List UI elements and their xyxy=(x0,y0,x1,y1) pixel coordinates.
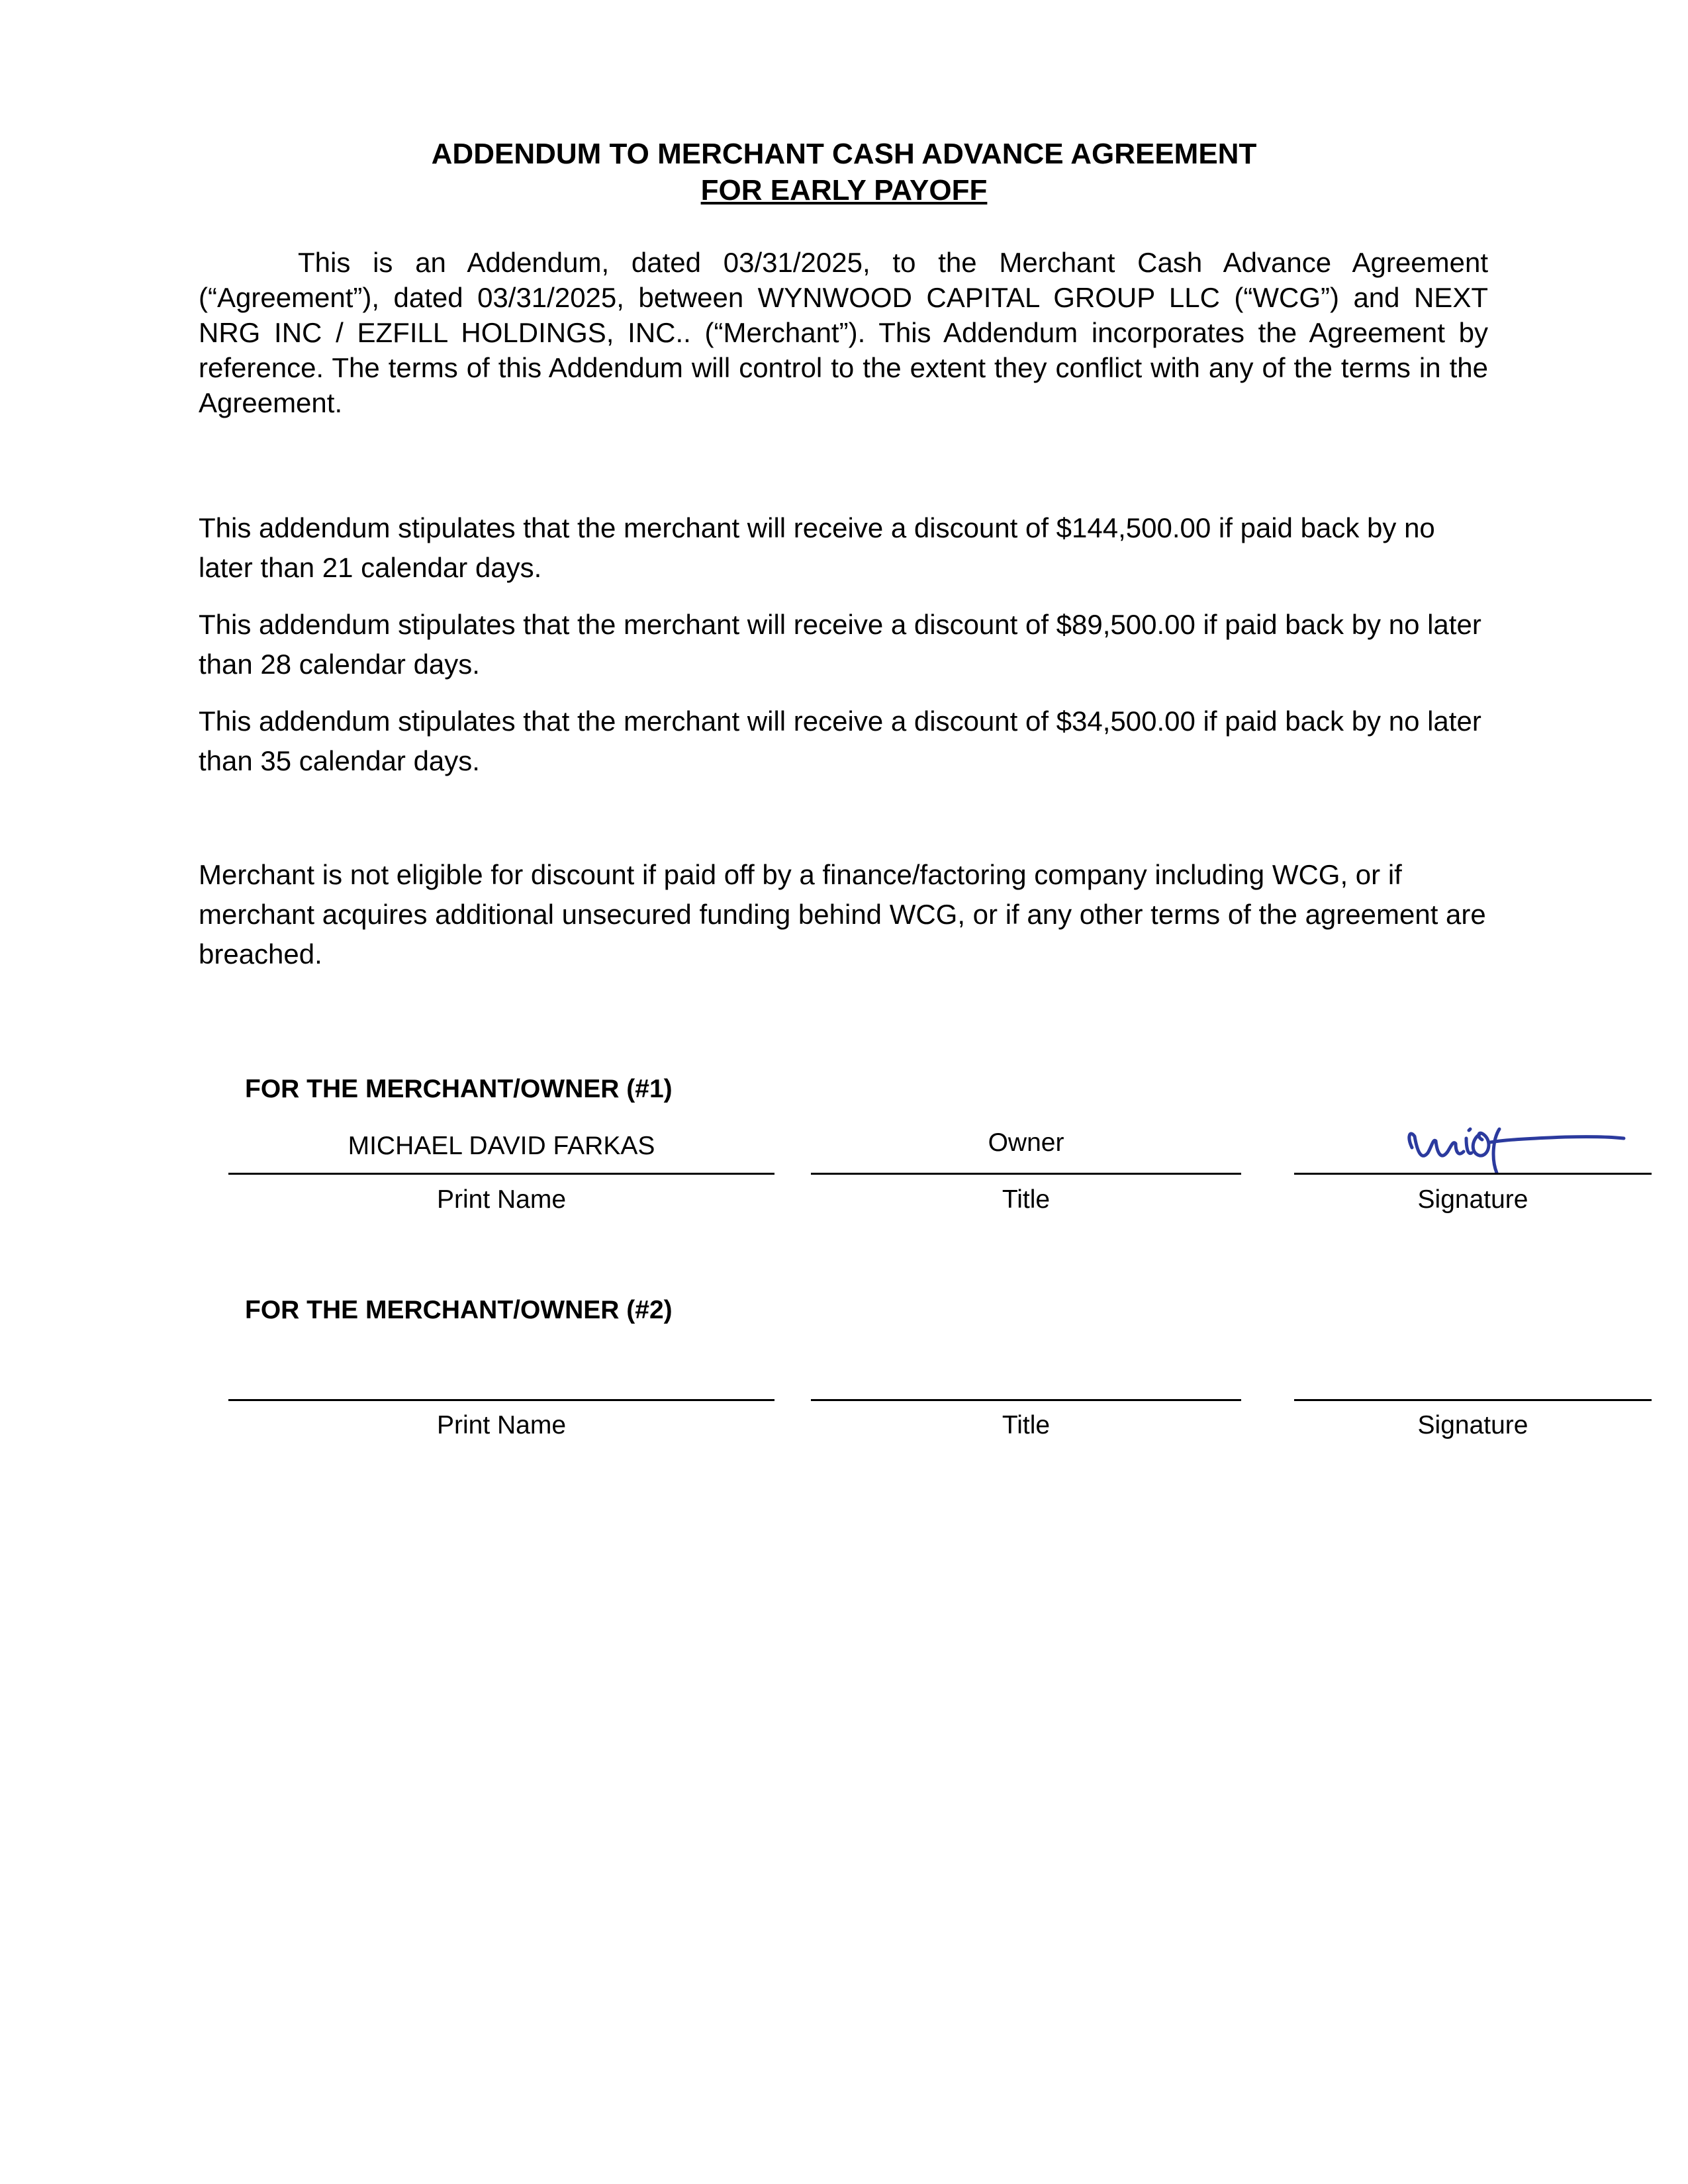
owner2-heading: FOR THE MERCHANT/OWNER (#2) xyxy=(245,1296,673,1324)
owner1-print-name-line xyxy=(228,1173,774,1175)
document-title: ADDENDUM TO MERCHANT CASH ADVANCE AGREEMENT xyxy=(431,138,1257,170)
intro-paragraph: This is an Addendum, dated 03/31/2025, to the Merchant Cash Advance Agreement (“Agreement”), dated 03/31/2025, between WYNWOOD CAPITAL GROUP LLC (“WCG”) and NEXT NRG INC / EZFILL HOLDINGS, INC.. (“Merchant”). This Addendum incorporates the Agreement by reference. The terms of this Addendum will control to the extent they conflict with any of the terms in the Agreement. xyxy=(199,247,1488,418)
owner2-print-name-line xyxy=(228,1399,774,1401)
eligibility-clause: Merchant is not eligible for discount if paid off by a finance/factoring company including WCG, or if merchant acquires additional unsecured funding behind WCG, or if any other terms of the agreement are breached. xyxy=(199,859,1486,970)
owner1-signature-label: Signature xyxy=(1417,1185,1528,1214)
handwritten-signature-graphic xyxy=(1400,1100,1638,1179)
owner1-title-line xyxy=(811,1173,1241,1175)
owner1-title-label: Title xyxy=(1002,1185,1051,1214)
owner2-title-label: Title xyxy=(1002,1411,1051,1439)
owner2-signature-line xyxy=(1294,1399,1652,1401)
owner1-print-name-label: Print Name xyxy=(436,1185,567,1214)
document-subtitle: FOR EARLY PAYOFF xyxy=(700,174,988,206)
owner2-title-line xyxy=(811,1399,1241,1401)
owner2-print-name-label: Print Name xyxy=(436,1411,567,1439)
owner1-signature-line xyxy=(1294,1173,1652,1175)
owner1-title-value: Owner xyxy=(988,1128,1064,1157)
owner2-signature-label: Signature xyxy=(1417,1411,1528,1439)
owner1-print-name-value: MICHAEL DAVID FARKAS xyxy=(348,1132,655,1160)
owner1-heading: FOR THE MERCHANT/OWNER (#1) xyxy=(245,1075,673,1103)
discount-clause-28-days: This addendum stipulates that the merchant will receive a discount of $89,500.00 if paid back by no later than 28 calendar days. xyxy=(199,609,1481,680)
discount-clause-35-days: This addendum stipulates that the merchant will receive a discount of $34,500.00 if paid back by no later than 35 calendar days. xyxy=(199,705,1481,776)
discount-clause-21-days: This addendum stipulates that the merchant will receive a discount of $144,500.00 if paid back by no later than 21 calendar days. xyxy=(199,512,1435,583)
